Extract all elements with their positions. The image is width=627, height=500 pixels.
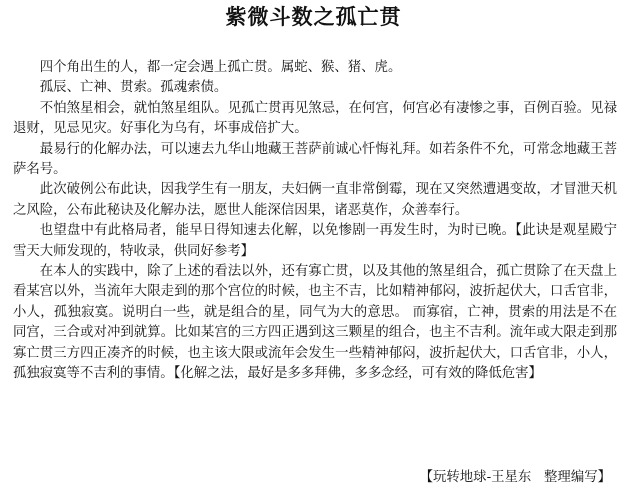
paragraph-5: 此次破例公布此诀，因我学生有一朋友，夫妇俩一直非常倒霉，现在又突然遭遇变故，才冒泄天机之风险，公布此秘诀及化解办法，愿世人能深信因果，诸恶莫作，众善奉行。 (13, 182, 617, 218)
author-signature: 【玩转地球-王星东 整理编写】 (419, 470, 611, 485)
paragraph-1: 四个角出生的人，都一定会遇上孤亡贯。属蛇、猴、猪、虎。 (39, 60, 402, 75)
paragraph-7: 在本人的实践中，除了上述的看法以外，还有寡亡贯，以及其他的煞星组合，孤亡贯除了在天盘上看某宫以外，当流年大限走到的那个宫位的时候，也主不吉，比如精神郁闷，波折起伏大，口舌官非，小人，孤独寂寞。说明白一些，就是组合的星，同气为大的意思。 而寡宿，亡神，贯索的用法是不在同宫，三合或对冲到就算。比如某宫的三方四正遇到这三颗星的组合，也主不吉利。流年或大限走到那寡亡贯三方四正凑齐的时候，也主该大限或流年会发生一些精神郁闷，波折起伏大，口舌官非，小人，孤独寂寞等不吉利的事情。【化解之法，最好是多多拜佛，多多念经，可有效的降低危害】 (13, 264, 617, 382)
document-body (13, 58, 617, 385)
paragraph-2: 孤辰、亡神、贯索。孤魂索债。 (39, 80, 228, 96)
paragraph-4: 最易行的化解办法，可以速去九华山地藏王菩萨前诚心忏悔礼拜。如若条件不允，可常念地藏王菩萨名号。 (13, 141, 617, 178)
paragraph-3: 不怕煞星相会，就怕煞星组队。见孤亡贯再见煞忌，在何宫，何宫必有凄惨之事，百例百验。见禄退财，见忌见灾。好事化为乌有，坏事成倍扩大。 (13, 100, 617, 137)
page-title: 紫微斗数之孤亡贯 (225, 4, 402, 29)
paragraph-6: 也望盘中有此格局者，能早日得知速去化解，以免惨剧一再发生时，为时已晚。【此诀是观星殿宁雪天大师发现的，特收录，供同好参考】 (13, 223, 617, 259)
